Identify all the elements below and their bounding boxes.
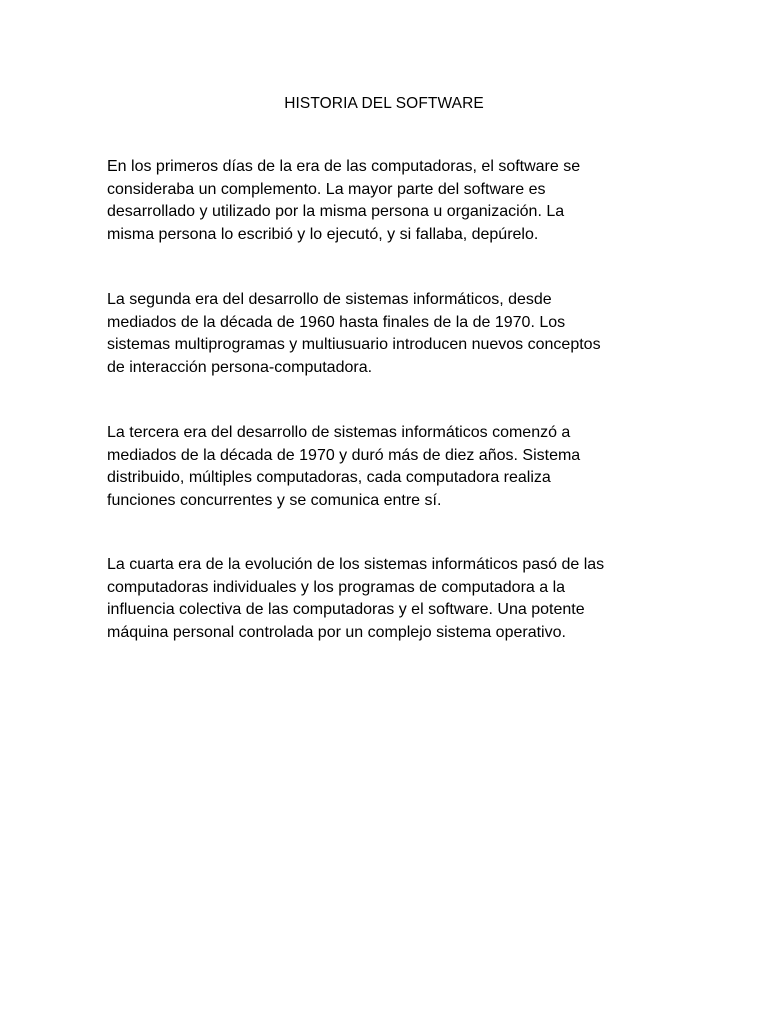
paragraph-fourth-era: La cuarta era de la evolución de los sistemas informáticos pasó de las computadoras individuales y los programas de computadora a la influencia colectiva de las computadoras y el software. Una potente máquina personal controlada por un complejo sistema operativo. [107, 556, 605, 641]
document-title: HISTORIA DEL SOFTWARE [284, 95, 484, 112]
paragraph-first-era: En los primeros días de la era de las computadoras, el software se consideraba un complemento. La mayor parte del software es desarrollado y utilizado por la misma persona u organización. La misma persona lo escribió y lo ejecutó, y si fallaba, depúrelo. [107, 158, 581, 243]
paragraph-second-era: La segunda era del desarrollo de sistemas informáticos, desde mediados de la década de 1960 hasta finales de la de 1970. Los sistemas multiprogramas y multiusuario introducen nuevos conceptos de interacción persona-computadora. [107, 291, 601, 376]
paragraph-third-era: La tercera era del desarrollo de sistemas informáticos comenzó a mediados de la década de 1970 y duró más de diez años. Sistema distribuido, múltiples computadoras, cada computadora realiza funciones concurrentes y se comunica entre sí. [107, 424, 581, 509]
